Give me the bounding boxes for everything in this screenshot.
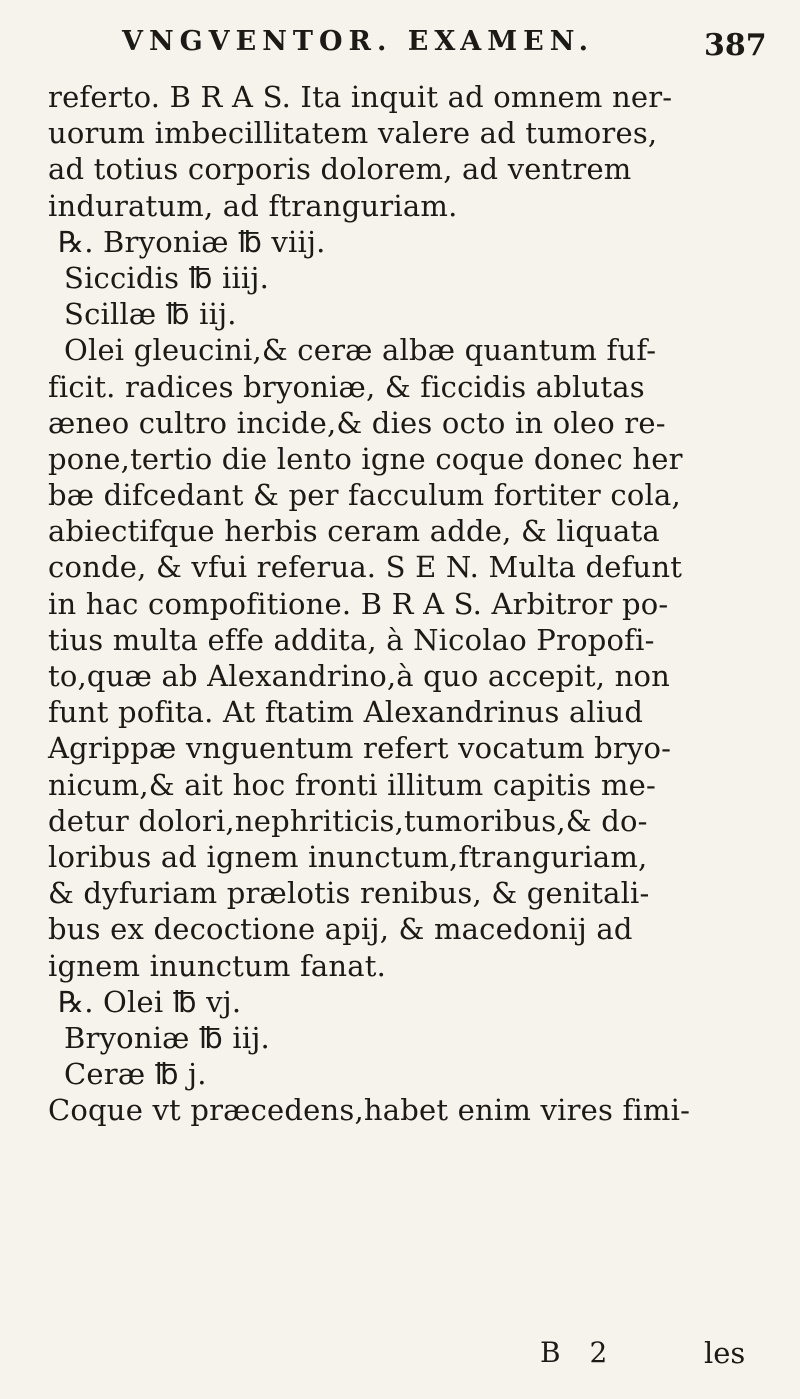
running-head: VNGVENTOR. EXAMEN. bbox=[122, 26, 595, 57]
text-line: Coque vt præcedens,habet enim vires fimi- bbox=[48, 1093, 691, 1128]
text-line: & dyfuriam prælotis renibus, & genitali- bbox=[48, 876, 650, 911]
recipe-line: ℞. Olei ℔ vj. bbox=[58, 984, 242, 1019]
text-line: induratum, ad ftranguriam. bbox=[48, 188, 458, 223]
text-line: tius multa effe addita, à Nicolao Propofi- bbox=[48, 622, 655, 657]
text-line: Agrippæ vnguentum refert vocatum bryo- bbox=[48, 731, 672, 766]
text-line: funt pofita. At ftatim Alexandrinus aliud bbox=[48, 695, 644, 730]
page-number: 387 bbox=[704, 28, 767, 63]
text-line: Olei gleucini,& ceræ albæ quantum fuf- bbox=[64, 333, 657, 368]
text-line: bus ex decoctione apij, & macedonij ad bbox=[48, 912, 633, 947]
page-footer bbox=[0, 1336, 800, 1376]
text-line: ad totius corporis dolorem, ad ventrem bbox=[48, 152, 632, 187]
recipe-line: Siccidis ℔ iiij. bbox=[64, 260, 270, 295]
recipe-line: Ceræ ℔ j. bbox=[64, 1057, 207, 1092]
recipe-line: Scillæ ℔ iij. bbox=[64, 297, 237, 332]
text-line: loribus ad ignem inunctum,ftranguriam, bbox=[48, 839, 648, 874]
recipe-line: Bryoniæ ℔ iij. bbox=[64, 1020, 270, 1055]
text-line: abiectifque herbis ceram adde, & liquata bbox=[48, 514, 660, 549]
catchword: les bbox=[704, 1336, 746, 1370]
text-line: conde, & vfui referua. S E N. Multa defunt bbox=[48, 550, 683, 585]
text-line: detur dolori,nephriticis,tumoribus,& do- bbox=[48, 803, 648, 838]
text-body bbox=[48, 79, 778, 1128]
text-line: ficit. radices bryoniæ, & ficcidis ablutas bbox=[48, 369, 645, 404]
page-header bbox=[0, 18, 800, 68]
text-line: pone,tertio die lento igne coque donec her bbox=[48, 441, 683, 476]
text-line: ignem inunctum fanat. bbox=[48, 948, 387, 983]
text-line: uorum imbecillitatem valere ad tumores, bbox=[48, 116, 658, 151]
signature-mark: B 2 bbox=[540, 1336, 618, 1369]
text-line: in hac compofitione. B R A S. Arbitror po- bbox=[48, 586, 669, 621]
recipe-line: ℞. Bryoniæ ℔ viij. bbox=[58, 224, 326, 259]
text-line: referto. B R A S. Ita inquit ad omnem ner- bbox=[48, 80, 673, 114]
text-line: bæ difcedant & per facculum fortiter cola, bbox=[48, 478, 681, 513]
text-line: to,quæ ab Alexandrino,à quo accepit, non bbox=[48, 659, 670, 693]
text-line: æneo cultro incide,& dies octo in oleo re- bbox=[48, 405, 666, 440]
text-line: nicum,& ait hoc fronti illitum capitis me- bbox=[48, 767, 656, 802]
